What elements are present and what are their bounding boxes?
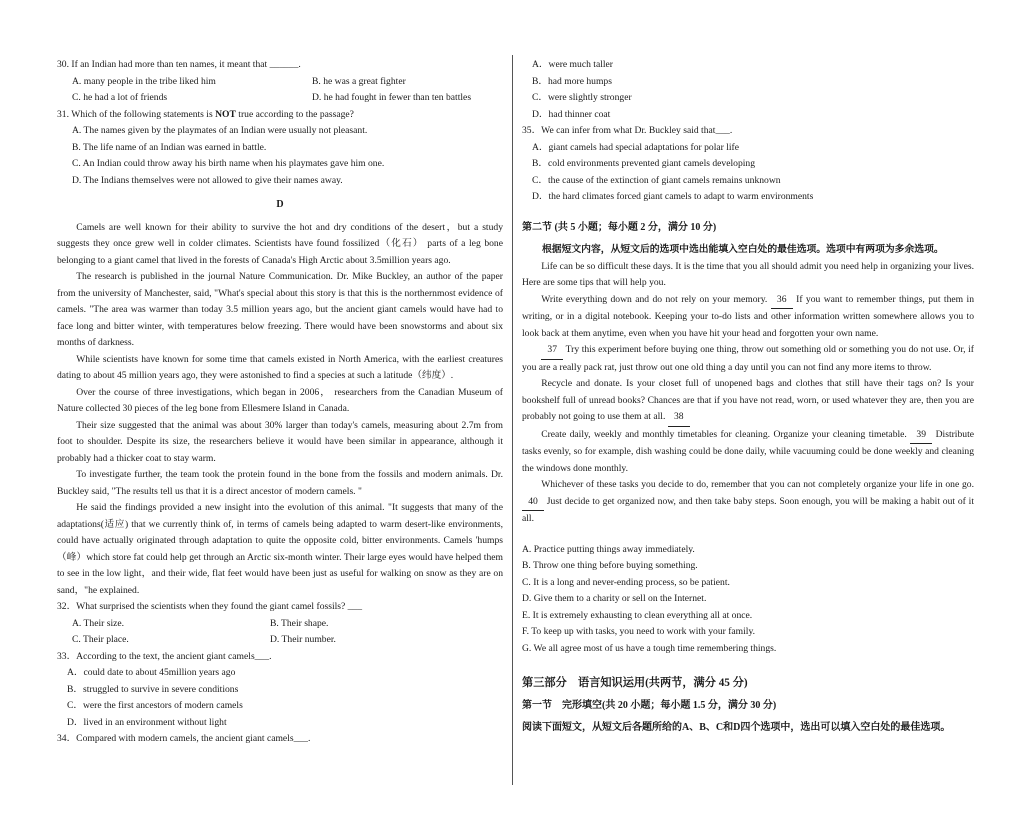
- paragraph-5-text-post: Distribute tasks evenly, so for example, dish washing could be done daily, while vacuuming could be done weekly and cleaning the windows done monthly.: [522, 428, 974, 474]
- choice-option-d: D. Give them to a charity or sell on the Internet.: [522, 593, 707, 604]
- question-31-option-c: C. An Indian could throw away his birth name when his playmates gave him one.: [72, 158, 385, 169]
- choice-option-e: E. It is extremely exhausting to clean everything all at once.: [522, 609, 753, 621]
- seven-choice-paragraph-3: [522, 342, 974, 376]
- question-30-option-b: B. he was a great fighter: [312, 75, 406, 87]
- question-31-stem: [57, 107, 503, 124]
- passage-d-paragraph: Camels are well known for their ability to survive the hot and dry conditions of the desert，but a study suggests they once grew well in colder climates. Scientists have found fossilized（化石） parts of a leg bone belonging to a giant camel that lived in the forests of Canada's High Arctic about 3.5million years ago.: [57, 221, 503, 266]
- passage-d-heading: D: [276, 199, 284, 210]
- question-35-option-a: A．giant camels had special adaptations for polar life: [532, 141, 739, 153]
- paragraph-3-text-post: Try this experiment before buying one thing, throw out something old or something you do not use. Or, if you are a really pack rat, just throw out one old thing a day until you can not find any more items to throw.: [522, 344, 974, 373]
- question-35-stem: 35．We can infer from what Dr. Buckley said that___.: [522, 125, 733, 136]
- question-32-stem: 32．What surprised the scientists when they found the giant camel fossils? ___: [57, 601, 363, 612]
- passage-d-paragraph: He said the findings provided a new insight into the evolution of this animal. "It suggests that many of the adaptations(适应) that we currently think of, in terms of camels being adapted to warm desert-like environments, could have actually originated through adaptation to quite the opposite cold, bitter environments. Camels 'humps（峰）which store fat could help get through an Arctic six-month winter. Their large eyes would have helped them to see in the low light，and their wide, flat feet would have been just as useful for walking on snow as they are on sand，"he explained.: [57, 502, 503, 596]
- passage-d-paragraph: The research is published in the journal Nature Communication. Dr. Mike Buckley, an author of the paper from the university of Manchester, said, "What's special about this story is that this is the northernmost evidence of camels. "The area was warmer than today 3.5 million years ago, but the ancient giant camels would have had to face long and bitter winter, with temperatures below freezing. There would have been snowstorms and about six months of darkness.: [57, 271, 503, 348]
- question-35-option-b: B．cold environments prevented giant camels developing: [532, 158, 755, 169]
- paragraph-6-text-pre: Whichever of these tasks you decide to do, remember that you can not completely organize your life in one go.: [541, 479, 974, 490]
- seven-choice-paragraph-1: Life can be so difficult these days. It is the time that you all should admit you need help in organizing your lives. Here are some tips that will help you.: [522, 260, 974, 288]
- seven-choice-paragraph-2: [522, 292, 974, 343]
- blank-37: 37: [541, 342, 563, 360]
- seven-choice-paragraph-6: [522, 477, 974, 528]
- question-33-option-b: B．struggled to survive in severe conditions: [67, 683, 239, 695]
- paragraph-2-text-pre: Write everything down and do not rely on your memory.: [541, 293, 771, 305]
- choice-option-f: F. To keep up with tasks, you need to work with your family.: [522, 626, 756, 637]
- question-32-option-c: C. Their place.: [72, 634, 129, 645]
- question-32-option-a: A. Their size.: [72, 617, 125, 629]
- question-34-option-c: C．were slightly stronger: [532, 92, 632, 103]
- blank-36: 36: [771, 292, 793, 310]
- question-30-option-c: C. he had a lot of friends: [72, 92, 168, 103]
- question-31-option-a: A. The names given by the playmates of an Indian were usually not pleasant.: [72, 125, 368, 136]
- question-32-options-ab: [57, 616, 503, 633]
- seven-choice-paragraph-4: [522, 376, 974, 427]
- part-3-title: 第三部分 语言知识运用(共两节，满分 45 分): [522, 677, 748, 689]
- question-30-option-d: D. he had fought in fewer than ten battles: [312, 92, 472, 103]
- question-33-option-a: A．could date to about 45million years ago: [67, 667, 236, 678]
- choice-option-g: G. We all agree most of us have a tough time remembering things.: [522, 642, 777, 654]
- question-30-options-ab: [57, 74, 503, 91]
- paragraph-2-text-post: If you want to remember things, put them in writing, or in a digital notebook. Keeping your to-do lists and other information written somewhere allows you to look back at them anytime, even when you have hit your head and forgotten your own name.: [522, 293, 974, 339]
- question-33-stem: 33．According to the text, the ancient giant camels___.: [57, 650, 272, 662]
- blank-40: 40: [522, 494, 544, 512]
- section-2-title: 第二节 (共 5 小题；每小题 2 分，满分 10 分): [522, 221, 717, 233]
- right-column: [522, 57, 974, 737]
- question-32-options-cd: [57, 632, 503, 649]
- question-35-option-c: C．the cause of the extinction of giant camels remains unknown: [532, 174, 781, 186]
- question-34-stem: 34．Compared with modern camels, the ancient giant camels___.: [57, 733, 311, 744]
- passage-d-paragraph: Over the course of three investigations, which began in 2006， researchers from the Canadian Museum of Nature collected 30 pieces of the leg bone from Ellesmere Island in Canada.: [57, 386, 503, 414]
- question-31-stem-bold: NOT: [215, 108, 236, 120]
- choice-option-a: A. Practice putting things away immediately.: [522, 543, 695, 555]
- question-31-stem-post: true according to the passage?: [235, 108, 354, 120]
- question-30-option-a: A. many people in the tribe liked him: [72, 75, 216, 87]
- question-30-stem: 30. If an Indian had more than ten names, it meant that ______.: [57, 59, 301, 70]
- question-34-option-a: A．were much taller: [532, 59, 613, 70]
- paragraph-4-text-pre: Recycle and donate. Is your closet full of unopened bags and clothes that still have their tags on? Is your bookshelf full of unread books? Chances are that if you have not read, worn, or used whatever they are, then you are probably not going to use them at all.: [522, 378, 974, 422]
- question-34-option-b: B．had more humps: [532, 75, 612, 87]
- passage-d-paragraph: Their size suggested that the animal was about 30% larger than today's camels, measuring about 2.7m from foot to shoulder. Despite its size, the researchers believe it would have been similar in appearance, although it probably had a thicker coat to stay warm.: [57, 419, 503, 464]
- blank-39: 39: [910, 427, 932, 445]
- part-3-section-1-title: 第一节 完形填空(共 20 小题；每小题 1.5 分，满分 30 分): [522, 699, 777, 711]
- question-30-options-cd: [57, 90, 503, 107]
- blank-38: 38: [668, 409, 690, 427]
- passage-d-paragraph: While scientists have known for some time that camels existed in North America, with the earliest creatures dating to about 45 million years ago, they were astonished to find a species at such a latitude（纬度）.: [57, 353, 503, 381]
- question-32-option-d: D. Their number.: [270, 634, 336, 645]
- question-35-option-d: D．the hard climates forced giant camels to adapt to warm environments: [532, 191, 814, 202]
- left-column: [57, 57, 503, 748]
- part-3-instructions: 阅读下面短文，从短文后各题所给的A、B、C和D四个选项中，选出可以填入空白处的最佳选项。: [522, 722, 951, 733]
- question-31-option-b: B. The life name of an Indian was earned in battle.: [72, 141, 267, 153]
- choice-option-b: B. Throw one thing before buying something.: [522, 560, 698, 571]
- section-2-instructions: 根据短文内容，从短文后的选项中选出能填入空白处的最佳选项。选项中有两项为多余选项。: [542, 244, 944, 255]
- question-31-stem-pre: 31. Which of the following statements is: [57, 108, 216, 120]
- question-33-option-c: C．were the first ancestors of modern camels: [67, 700, 243, 711]
- paragraph-6-text-post: Just decide to get organized now, and then take baby steps. Soon enough, you will be making a habit out of it all.: [522, 495, 974, 524]
- passage-d-paragraph: To investigate further, the team took the protein found in the bone from the fossils and modern animals. Dr. Buckley said, "The results tell us that it is a direct ancestor of modern camels. ": [57, 469, 503, 497]
- question-33-option-d: D．lived in an environment without light: [67, 716, 227, 728]
- column-divider: [512, 55, 513, 785]
- seven-choice-paragraph-5: [522, 427, 974, 478]
- question-34-option-d: D．had thinner coat: [532, 108, 611, 120]
- paragraph-5-text-pre: Create daily, weekly and monthly timetables for cleaning. Organize your cleaning timetable.: [541, 428, 911, 440]
- question-31-option-d: D. The Indians themselves were not allowed to give their names away.: [72, 174, 343, 186]
- question-32-option-b: B. Their shape.: [270, 617, 329, 629]
- choice-option-c: C. It is a long and never-ending process, so be patient.: [522, 576, 730, 588]
